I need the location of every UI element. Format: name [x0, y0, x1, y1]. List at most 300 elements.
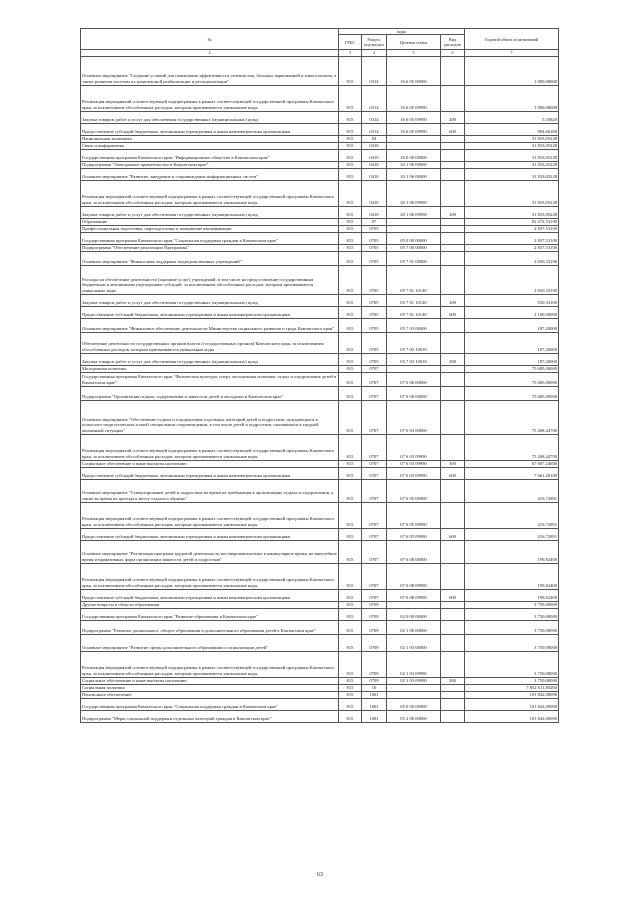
row-cs: 16 6 05 09990 [387, 85, 441, 111]
row-razdel: 1001 [362, 698, 387, 710]
row-name: Расходы на обеспечение деятельности (оказание услуг) учреждений, в том числе на предоставление государственным бюджетным и автономным учреждениям субсидий, за исключением обособленных расходов, которым присваиваются уникальные коды [81, 265, 339, 294]
row-name: Закупка товаров, работ и услуг для обеспечения государственных (муниципальных) нужд [81, 353, 339, 365]
row-cs: 07 6 03 09990 [387, 460, 441, 467]
row-cs: 07 6 05 00000 [387, 479, 441, 502]
header-razdel: Раздел, под-раздел [362, 35, 387, 50]
row-sum: 216,72891 [465, 502, 559, 528]
row-cs: 05 0 00 00000 [387, 698, 441, 710]
row-razdel: 0707 [362, 365, 387, 372]
row-sum: 31 833,05228 [465, 161, 559, 168]
row-cs: 07 6 00 00000 [387, 386, 441, 400]
row-name: Государственная программа Камчатского края "Развитие образования в Камчатском крае" [81, 608, 339, 620]
row-sum: 75 268,44700 [465, 434, 559, 460]
table-row [81, 85, 559, 111]
row-cs: 20 0 00 00000 [387, 149, 441, 161]
row-vr [441, 563, 465, 589]
row-razdel: 0707 [362, 502, 387, 528]
table-row [81, 168, 559, 180]
row-cs: 16 6 05 00000 [387, 56, 441, 85]
row-sum: 75 268,44700 [465, 400, 559, 434]
row-cs: 05 0 00 00000 [387, 232, 441, 244]
table-row [81, 56, 559, 85]
row-razdel: 0314 [362, 85, 387, 111]
row-cs [387, 142, 441, 149]
table-row [81, 161, 559, 168]
table-row [81, 479, 559, 502]
row-name: Реализация мероприятий соответствующей подпрограммы в рамках соответствующей государственной программы Камчатского края, за исключением обособленных расходов, которым присваиваются уникальные коды [81, 85, 339, 111]
row-name: Основное мероприятие "Финансовая поддержка подведомственных учреждений" [81, 251, 339, 265]
row-razdel: 0410 [362, 168, 387, 180]
row-vr [441, 634, 465, 651]
row-grbs: 815 [339, 232, 362, 244]
row-vr: 200 [441, 294, 465, 306]
index-cell: 5 [387, 50, 441, 57]
row-sum: 31 833,05228 [465, 135, 559, 142]
row-sum: 3 750,00000 [465, 620, 559, 634]
table-row [81, 684, 559, 691]
row-name: Профессиональная подготовка, переподготовка и повышение квалификации [81, 225, 339, 232]
row-grbs: 815 [339, 123, 362, 135]
row-razdel: 0709 [362, 651, 387, 677]
row-vr: 600 [441, 123, 465, 135]
row-name: Основное мероприятие "Создание условий для повышения эффективности лечения лиц, больных наркоманией и алкоголизмом, а также развития системы их комплексной реабилитации и ресоциализации" [81, 56, 339, 85]
row-cs: 05 7 03 00000 [387, 318, 441, 332]
row-grbs: 815 [339, 691, 362, 698]
row-vr [441, 244, 465, 251]
row-vr [441, 318, 465, 332]
header-num: № [81, 29, 339, 50]
row-razdel: 0707 [362, 528, 387, 540]
row-razdel: 1001 [362, 710, 387, 722]
table-row [81, 651, 559, 677]
row-razdel: 0707 [362, 540, 387, 563]
row-grbs: 815 [339, 434, 362, 460]
row-name: Реализация мероприятий соответствующей подпрограммы в рамках соответствующей государственной программы Камчатского края, за исключением обособленных расходов, которым присваиваются уникальные коды [81, 502, 339, 528]
row-sum: 216,72891 [465, 479, 559, 502]
row-name: Обеспечение деятельности государственных органов власти (государственных органов) Камчатского края, за исключением обособленных расходов, которым присваиваются уникальные коды [81, 332, 339, 353]
row-cs: 20 1 06 09990 [387, 180, 441, 206]
row-vr: 200 [441, 206, 465, 218]
page-number: 63 [317, 872, 323, 878]
row-vr [441, 691, 465, 698]
row-name: Реализация мероприятий соответствующей подпрограммы в рамках соответствующей государственной программы Камчатского края, за исключением обособленных расходов, которым присваиваются уникальные коды [81, 180, 339, 206]
row-grbs: 815 [339, 225, 362, 232]
table-row [81, 372, 559, 386]
row-grbs: 815 [339, 251, 362, 265]
table-row [81, 502, 559, 528]
row-cs: 02 1 03 00000 [387, 634, 441, 651]
row-name: Подпрограмма "Организация отдыха, оздоровления и занятости детей и молодежи в Камчатском крае" [81, 386, 339, 400]
row-sum: 1 000,00000 [465, 56, 559, 85]
row-name: Основное мероприятие "Стимулирование детей и подростков во время их пребывания в организациях отдыха и оздоровления, а также во время их проезда к месту отдыха и обратно" [81, 479, 339, 502]
row-grbs: 815 [339, 85, 362, 111]
row-razdel: 10 [362, 684, 387, 691]
row-vr: 600 [441, 467, 465, 479]
table-row [81, 149, 559, 161]
row-vr: 600 [441, 589, 465, 601]
row-cs [387, 601, 441, 608]
row-vr: 200 [441, 353, 465, 365]
row-cs: 05 7 03 10010 [387, 332, 441, 353]
row-razdel: 0705 [362, 294, 387, 306]
row-grbs: 815 [339, 142, 362, 149]
row-grbs: 815 [339, 206, 362, 218]
table-row [81, 123, 559, 135]
row-name: Образование [81, 218, 339, 225]
table-row [81, 386, 559, 400]
table-row [81, 540, 559, 563]
row-cs: 05 2 00 00000 [387, 710, 441, 722]
row-vr [441, 365, 465, 372]
row-grbs: 815 [339, 589, 362, 601]
row-cs [387, 225, 441, 232]
row-sum: 31 833,05228 [465, 180, 559, 206]
table-row [81, 135, 559, 142]
row-vr [441, 168, 465, 180]
row-cs: 07 6 08 09990 [387, 563, 441, 589]
row-cs: 05 7 01 00000 [387, 251, 441, 265]
row-vr [441, 620, 465, 634]
row-sum: 7 661,20100 [465, 467, 559, 479]
row-cs [387, 684, 441, 691]
header-grbs: ГРБС [339, 35, 362, 50]
row-sum: 101 842,00000 [465, 691, 559, 698]
table-row [81, 460, 559, 467]
table-row [81, 318, 559, 332]
row-sum: 2 100,00000 [465, 306, 559, 318]
row-name: Предоставление субсидий бюджетным, автономным учреждениям и иным некоммерческим организациям [81, 528, 339, 540]
row-sum: 216,72891 [465, 528, 559, 540]
row-vr [441, 161, 465, 168]
row-cs: 02 1 03 09990 [387, 651, 441, 677]
table-row [81, 691, 559, 698]
row-cs: 05 7 01 10140 [387, 294, 441, 306]
table-row [81, 244, 559, 251]
row-razdel: 0709 [362, 677, 387, 684]
row-razdel: 0314 [362, 123, 387, 135]
table-row [81, 563, 559, 589]
row-sum: 1 000,00000 [465, 85, 559, 111]
row-razdel: 1001 [362, 691, 387, 698]
row-name: Подпрограмма "Меры социальной поддержки отдельных категорий граждан в Камчатском крае" [81, 710, 339, 722]
row-grbs: 815 [339, 294, 362, 306]
row-sum: 2 650,33100 [465, 251, 559, 265]
index-cell: 6 [441, 50, 465, 57]
row-sum: 7 852 611,85260 [465, 684, 559, 691]
row-name: Основное мероприятие "Развитие сферы дополнительного образования и социализации детей" [81, 634, 339, 651]
table-row [81, 142, 559, 149]
row-sum: 994,66180 [465, 123, 559, 135]
row-razdel: 0707 [362, 563, 387, 589]
row-sum: 187,20000 [465, 332, 559, 353]
row-grbs: 815 [339, 56, 362, 85]
header-codes: коды [339, 29, 465, 35]
row-cs: 07 6 03 09990 [387, 467, 441, 479]
row-razdel: 0705 [362, 306, 387, 318]
header-cs: Целевая статья [387, 35, 441, 50]
table-row [81, 601, 559, 608]
table-row [81, 232, 559, 244]
row-sum: 31 833,05228 [465, 206, 559, 218]
row-cs: 07 6 03 00000 [387, 400, 441, 434]
row-grbs: 815 [339, 365, 362, 372]
row-name: Социальное обеспечение и иные выплаты населению [81, 460, 339, 467]
row-vr [441, 56, 465, 85]
row-name: Подпрограмма "Обеспечение реализации Программы" [81, 244, 339, 251]
row-name: Закупка товаров, работ и услуг для обеспечения государственных (муниципальных) нужд [81, 294, 339, 306]
row-name: Закупка товаров, работ и услуг для обеспечения государственных (муниципальных) нужд [81, 206, 339, 218]
row-grbs: 815 [339, 528, 362, 540]
row-cs: 20 1 00 00000 [387, 161, 441, 168]
row-sum: 3 750,00000 [465, 634, 559, 651]
row-vr [441, 372, 465, 386]
row-razdel: 07 [362, 218, 387, 225]
row-name: Реализация мероприятий соответствующей подпрограммы в рамках соответствующей государственной программы Камчатского края, за исключением обособленных расходов, которым присваиваются уникальные коды [81, 563, 339, 589]
row-razdel: 0707 [362, 434, 387, 460]
row-name: Реализация мероприятий соответствующей подпрограммы в рамках соответствующей государственной программы Камчатского края, за исключением обособленных расходов, которым присваиваются уникальные коды [81, 651, 339, 677]
row-razdel: 0707 [362, 460, 387, 467]
row-grbs: 815 [339, 400, 362, 434]
row-grbs: 815 [339, 353, 362, 365]
table-row [81, 698, 559, 710]
row-vr: 200 [441, 111, 465, 123]
row-cs [387, 691, 441, 698]
column-index-row [81, 50, 559, 57]
row-cs: 07 6 05 09990 [387, 502, 441, 528]
row-vr [441, 135, 465, 142]
row-name: Подпрограмма "Развитие дошкольного, общего образования и дополнительного образования детей в Камчатском крае" [81, 620, 339, 634]
table-row [81, 218, 559, 225]
row-cs [387, 365, 441, 372]
row-cs: 02 0 00 00000 [387, 608, 441, 620]
row-grbs: 815 [339, 318, 362, 332]
row-name: Пенсионное обеспечение [81, 691, 339, 698]
row-cs: 07 6 08 09990 [387, 589, 441, 601]
row-vr [441, 225, 465, 232]
row-grbs: 815 [339, 620, 362, 634]
row-name: Национальная экономика [81, 135, 339, 142]
row-vr [441, 502, 465, 528]
row-name: Основное мероприятие "Реализация программ трудовой деятельности несовершеннолетних в каникулярное время, во внеучебное время и вариативных форм организации занятости детей и подростков" [81, 540, 339, 563]
row-grbs: 815 [339, 608, 362, 620]
row-sum: 199,82400 [465, 563, 559, 589]
row-razdel: 0705 [362, 265, 387, 294]
row-razdel: 0709 [362, 620, 387, 634]
row-grbs: 815 [339, 467, 362, 479]
row-cs: 16 6 05 09990 [387, 123, 441, 135]
row-grbs: 815 [339, 601, 362, 608]
table-header-row [81, 29, 559, 35]
row-vr [441, 698, 465, 710]
table-row [81, 677, 559, 684]
table-row [81, 608, 559, 620]
table-row [81, 467, 559, 479]
table-row [81, 589, 559, 601]
row-grbs: 815 [339, 460, 362, 467]
row-name: Молодежная политика [81, 365, 339, 372]
row-cs [387, 218, 441, 225]
row-sum: 75 685,00000 [465, 386, 559, 400]
row-name: Государственная программа Камчатского края "Физическая культура, спорт, молодежная политика, отдых и оздоровление детей в Камчатском крае" [81, 372, 339, 386]
row-vr [441, 434, 465, 460]
row-razdel: 0705 [362, 244, 387, 251]
row-sum: 199,82400 [465, 589, 559, 601]
row-name: Основное мероприятие "Развитие, внедрение и сопровождение информационных систем" [81, 168, 339, 180]
row-grbs: 815 [339, 168, 362, 180]
row-razdel: 0707 [362, 372, 387, 386]
row-name: Другие вопросы в области образования [81, 601, 339, 608]
row-name: Основное мероприятие "Финансовое обеспечение деятельности Министерства социального развития и труда Камчатского края" [81, 318, 339, 332]
row-vr [441, 265, 465, 294]
row-name: Предоставление субсидий бюджетным, автономным учреждениям и иным некоммерческим организациям [81, 589, 339, 601]
row-sum: 3 750,00000 [465, 601, 559, 608]
row-grbs: 815 [339, 265, 362, 294]
row-name: Связь и информатика [81, 142, 339, 149]
row-name: Социальное обеспечение и иные выплаты населению [81, 677, 339, 684]
row-sum: 2 650,33100 [465, 265, 559, 294]
row-cs: 20 1 06 09990 [387, 206, 441, 218]
row-vr [441, 540, 465, 563]
row-vr [441, 601, 465, 608]
row-sum: 2 837,53100 [465, 225, 559, 232]
table-row [81, 294, 559, 306]
row-razdel: 04 [362, 135, 387, 142]
table-row [81, 265, 559, 294]
row-grbs: 815 [339, 386, 362, 400]
row-grbs: 815 [339, 540, 362, 563]
row-vr: 300 [441, 460, 465, 467]
row-name: Государственная программа Камчатского края "Социальная поддержка граждан в Камчатском крае" [81, 698, 339, 710]
row-name: Подпрограмма "Электронное правительство в Камчатском крае" [81, 161, 339, 168]
row-name: Реализация мероприятий соответствующей подпрограммы в рамках соответствующей государственной программы Камчатского края, за исключением обособленных расходов, которым присваиваются уникальные коды [81, 434, 339, 460]
table-row [81, 528, 559, 540]
row-vr [441, 332, 465, 353]
row-cs: 05 7 00 00000 [387, 244, 441, 251]
row-vr [441, 85, 465, 111]
row-razdel: 0707 [362, 589, 387, 601]
row-sum: 31 833,05228 [465, 149, 559, 161]
table-row [81, 306, 559, 318]
header-vr: Вид расходов [441, 35, 465, 50]
row-vr: 600 [441, 528, 465, 540]
row-razdel: 0410 [362, 180, 387, 206]
table-body [81, 56, 559, 722]
row-sum: 3 750,00000 [465, 608, 559, 620]
row-name: Предоставление субсидий бюджетным, автономным учреждениям и иным некоммерческим организациям [81, 123, 339, 135]
row-sum: 187,20000 [465, 353, 559, 365]
row-razdel: 0707 [362, 467, 387, 479]
row-razdel: 0709 [362, 634, 387, 651]
row-vr [441, 180, 465, 206]
row-vr: 600 [441, 306, 465, 318]
row-sum: 2 837,53100 [465, 232, 559, 244]
row-sum: 31 833,05228 [465, 142, 559, 149]
table-row [81, 206, 559, 218]
table-row [81, 225, 559, 232]
row-grbs: 815 [339, 698, 362, 710]
table-row [81, 353, 559, 365]
row-cs: 02 1 03 09990 [387, 677, 441, 684]
row-vr [441, 149, 465, 161]
row-vr: 300 [441, 677, 465, 684]
row-cs: 07 0 00 00000 [387, 372, 441, 386]
row-sum: 75 685,00000 [465, 372, 559, 386]
row-razdel: 0410 [362, 161, 387, 168]
row-name: Предоставление субсидий бюджетным, автономным учреждениям и иным некоммерческим организациям [81, 467, 339, 479]
row-razdel: 0705 [362, 318, 387, 332]
row-grbs: 815 [339, 677, 362, 684]
table-row [81, 111, 559, 123]
row-razdel: 0410 [362, 142, 387, 149]
row-cs: 07 6 03 09990 [387, 434, 441, 460]
row-sum: 3 750,00000 [465, 677, 559, 684]
row-cs: 16 6 05 09990 [387, 111, 441, 123]
row-sum: 550,33100 [465, 294, 559, 306]
row-vr [441, 218, 465, 225]
row-cs: 02 1 00 00000 [387, 620, 441, 634]
row-vr [441, 651, 465, 677]
row-vr [441, 142, 465, 149]
table-row [81, 332, 559, 353]
index-cell: 2 [81, 50, 339, 57]
row-razdel: 0705 [362, 251, 387, 265]
header-sum: Годовой объем ассигнований [465, 29, 559, 50]
row-sum: 101 842,00000 [465, 698, 559, 710]
table-row [81, 365, 559, 372]
row-grbs: 815 [339, 244, 362, 251]
row-grbs: 815 [339, 135, 362, 142]
row-name: Основное мероприятие "Обеспечение отдыха и оздоровления отдельных категорий детей и подростков, нуждающихся в психолого-педагогическом и иной специальном сопровождении, в том числе детей и подростков, оказавшихся в трудной жизненной ситуации" [81, 400, 339, 434]
row-razdel: 0705 [362, 332, 387, 353]
row-grbs: 815 [339, 218, 362, 225]
table-row [81, 710, 559, 722]
row-grbs: 815 [339, 306, 362, 318]
row-grbs: 815 [339, 710, 362, 722]
row-razdel: 0705 [362, 232, 387, 244]
row-sum: 82 272,53100 [465, 218, 559, 225]
row-vr [441, 479, 465, 502]
table-row [81, 620, 559, 634]
row-name: Государственная программа Камчатского края "Социальная поддержка граждан в Камчатском крае" [81, 232, 339, 244]
row-vr [441, 710, 465, 722]
table-row [81, 634, 559, 651]
row-razdel: 0410 [362, 149, 387, 161]
row-name: Закупка товаров, работ и услуг для обеспечения государственных (муниципальных) нужд [81, 111, 339, 123]
row-sum: 5,33820 [465, 111, 559, 123]
table-row [81, 434, 559, 460]
row-grbs: 815 [339, 563, 362, 589]
row-vr [441, 684, 465, 691]
row-razdel: 0707 [362, 400, 387, 434]
row-grbs: 815 [339, 332, 362, 353]
row-razdel: 0314 [362, 111, 387, 123]
row-razdel: 0709 [362, 601, 387, 608]
row-razdel: 0709 [362, 608, 387, 620]
row-cs: 20 1 06 00000 [387, 168, 441, 180]
row-grbs: 815 [339, 149, 362, 161]
row-grbs: 815 [339, 111, 362, 123]
row-vr [441, 386, 465, 400]
row-vr [441, 251, 465, 265]
row-sum: 101 842,00000 [465, 710, 559, 722]
row-cs [387, 135, 441, 142]
row-cs: 07 6 08 00000 [387, 540, 441, 563]
row-sum: 2 837,53100 [465, 244, 559, 251]
row-grbs: 815 [339, 634, 362, 651]
row-grbs: 815 [339, 502, 362, 528]
row-vr [441, 232, 465, 244]
index-cell: 7 [465, 50, 559, 57]
